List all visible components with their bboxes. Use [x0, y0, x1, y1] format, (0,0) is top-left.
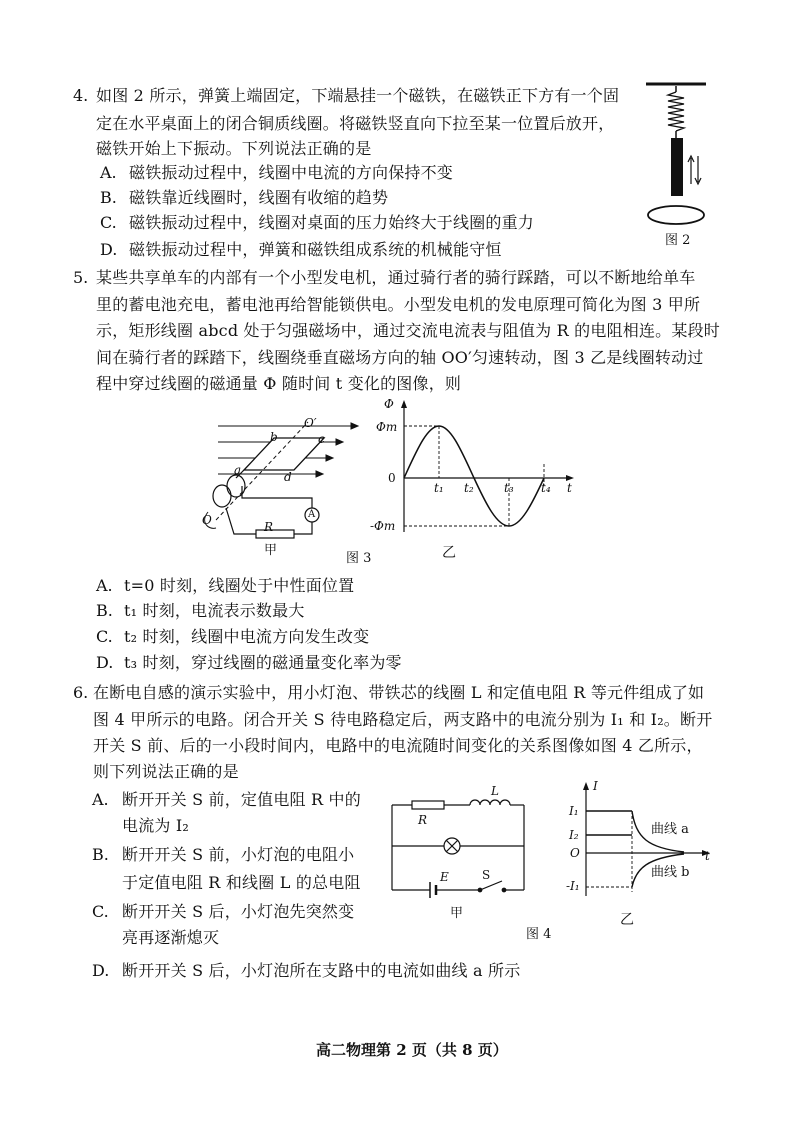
fig3a-label-o: O	[202, 513, 212, 527]
q6-stem-line-3: 开关 S 前、后的一小段时间内，电路中的电流随时间变化的关系图像如图 4 乙所示，	[93, 736, 703, 755]
q5-option-d-letter: D.	[96, 653, 114, 672]
fig3a-label-o-prime: O′	[304, 416, 317, 430]
q4-option-b-text: 磁铁靠近线圈时，线圈有收缩的趋势	[129, 188, 389, 207]
q6-number: 6.	[73, 683, 89, 702]
q5-option-b-text: t₁ 时刻，电流表示数最大	[124, 601, 305, 620]
q6-option-b-line-1: 断开开关 S 前，小灯泡的电阻小	[122, 845, 355, 864]
q6-option-c-letter: C.	[92, 902, 109, 921]
fig3a-label-r: R	[264, 520, 274, 534]
figure-4-caption: 图 4	[526, 927, 552, 942]
q4-option-c-letter: C.	[100, 213, 117, 232]
fig3b-y-axis-label: Φ	[384, 397, 394, 411]
figure-2-spring-magnet	[636, 80, 716, 240]
q6-option-d-line-1: 断开开关 S 后，小灯泡所在支路中的电流如曲线 a 所示	[122, 961, 521, 980]
q5-option-a-text: t=0 时刻，线圈处于中性面位置	[124, 576, 355, 595]
fig3a-label-a: a	[234, 463, 242, 477]
q5-stem-line-1: 某些共享单车的内部有一个小型发电机，通过骑行者的骑行踩踏，可以不断地给单车	[96, 268, 696, 287]
q6-option-c-line-2: 亮再逐渐熄灭	[122, 928, 220, 947]
fig3a-label-d: d	[284, 470, 292, 484]
q5-stem-line-5: 程中穿过线圈的磁通量 Φ 随时间 t 变化的图像，则	[96, 374, 462, 393]
q4-stem-line-3: 磁铁开始上下振动。下列说法正确的是	[96, 139, 372, 158]
q4-option-a-letter: A.	[100, 163, 117, 182]
q4-number: 4.	[73, 86, 89, 105]
fig4a-label-s: S	[482, 868, 491, 882]
q5-option-b-letter: B.	[96, 601, 113, 620]
fig3b-phi-max-label: Φm	[376, 420, 398, 434]
fig4b-y-axis-label: I	[593, 779, 598, 793]
fig3b-tick-t1: t₁	[434, 481, 444, 495]
fig4b-x-axis-label: t	[705, 849, 710, 863]
q5-number: 5.	[73, 268, 89, 287]
q6-stem-line-4: 则下列说法正确的是	[93, 762, 239, 781]
q5-option-c-text: t₂ 时刻，线圈中电流方向发生改变	[124, 627, 370, 646]
q5-stem-line-2: 里的蓄电池充电，蓄电池再给智能锁供电。小型发电机的发电原理可简化为图 3 甲所	[96, 295, 701, 314]
q4-option-c-text: 磁铁振动过程中，线圈对桌面的压力始终大于线圈的重力	[129, 213, 535, 232]
q5-stem-line-4: 间在骑行者的踩踏下，线圈绕垂直磁场方向的轴 OO′匀速转动，图 3 乙是线圈转动过	[96, 348, 704, 367]
q4-option-b-letter: B.	[100, 188, 117, 207]
q4-stem-line-2: 定在水平桌面上的闭合铜质线圈。将磁铁竖直向下拉至某一位置后放开，	[96, 114, 615, 133]
q6-stem-line-2: 图 4 甲所示的电路。闭合开关 S 待电路稳定后，两支路中的电流分别为 I₁ 和 I₂。断开	[93, 710, 713, 729]
q4-stem-line-1: 如图 2 所示，弹簧上端固定，下端悬挂一个磁铁，在磁铁正下方有一个固	[96, 86, 620, 105]
q5-option-a-letter: A.	[96, 576, 113, 595]
fig3b-sublabel: 乙	[442, 545, 456, 561]
q6-stem-line-1: 在断电自感的演示实验中，用小灯泡、带铁芯的线圈 L 和定值电阻 R 等元件组成了如	[93, 683, 705, 702]
q6-option-c-line-1: 断开开关 S 后，小灯泡先突然变	[122, 902, 355, 921]
fig4b-neg-i1-label: -I₁	[566, 879, 580, 893]
q5-option-d-text: t₃ 时刻，穿过线圈的磁通量变化率为零	[124, 653, 402, 672]
fig3a-label-b: b	[270, 430, 278, 444]
fig3a-label-c: c	[318, 432, 325, 446]
fig3b-x-axis-label: t	[567, 481, 572, 495]
q6-option-a-line-1: 断开开关 S 前，定值电阻 R 中的	[122, 790, 361, 809]
figure-3b-flux-graph	[380, 398, 580, 538]
fig4b-i1-label: I₁	[569, 804, 579, 818]
figure-2-caption: 图 2	[665, 233, 691, 248]
fig4a-label-l: L	[491, 784, 499, 798]
q5-option-c-letter: C.	[96, 627, 113, 646]
page-footer: 高二物理第 2 页（共 8 页）	[316, 1041, 508, 1059]
q6-option-a-letter: A.	[92, 790, 109, 809]
q6-option-d-letter: D.	[92, 961, 110, 980]
figure-3-caption: 图 3	[346, 551, 372, 566]
fig3b-phi-min-label: -Φm	[370, 519, 396, 533]
fig3b-tick-t4: t₄	[541, 481, 551, 495]
fig4a-label-r: R	[418, 813, 428, 827]
fig3a-sublabel: 甲	[264, 543, 278, 558]
figure-4b-current-graph	[566, 780, 716, 900]
q5-stem-line-3: 示，矩形线圈 abcd 处于匀强磁场中，通过交流电流表与阻值为 R 的电阻相连。某段时	[96, 321, 720, 340]
q6-option-a-line-2: 电流为 I₂	[122, 816, 190, 835]
fig3b-tick-t2: t₂	[464, 481, 474, 495]
fig4b-curve-a-label: 曲线 a	[651, 822, 689, 837]
fig3b-origin-label: 0	[388, 471, 396, 485]
fig4b-i2-label: I₂	[569, 828, 579, 842]
fig4b-sublabel: 乙	[620, 912, 634, 928]
q6-option-b-letter: B.	[92, 845, 109, 864]
fig4b-origin-label: O	[570, 846, 580, 860]
fig4a-sublabel: 甲	[450, 906, 464, 921]
q6-option-b-line-2: 于定值电阻 R 和线圈 L 的总电阻	[122, 873, 361, 892]
fig4a-label-e: E	[440, 870, 449, 884]
fig4b-curve-b-label: 曲线 b	[651, 865, 690, 880]
fig3a-ammeter-label: A	[308, 509, 316, 520]
q4-option-d-letter: D.	[100, 240, 118, 259]
q4-option-d-text: 磁铁振动过程中，弹簧和磁铁组成系统的机械能守恒	[129, 240, 502, 259]
figure-4a-circuit	[384, 790, 534, 910]
fig3b-tick-t3: t₃	[504, 481, 514, 495]
q4-option-a-text: 磁铁振动过程中，线圈中电流的方向保持不变	[129, 163, 454, 182]
